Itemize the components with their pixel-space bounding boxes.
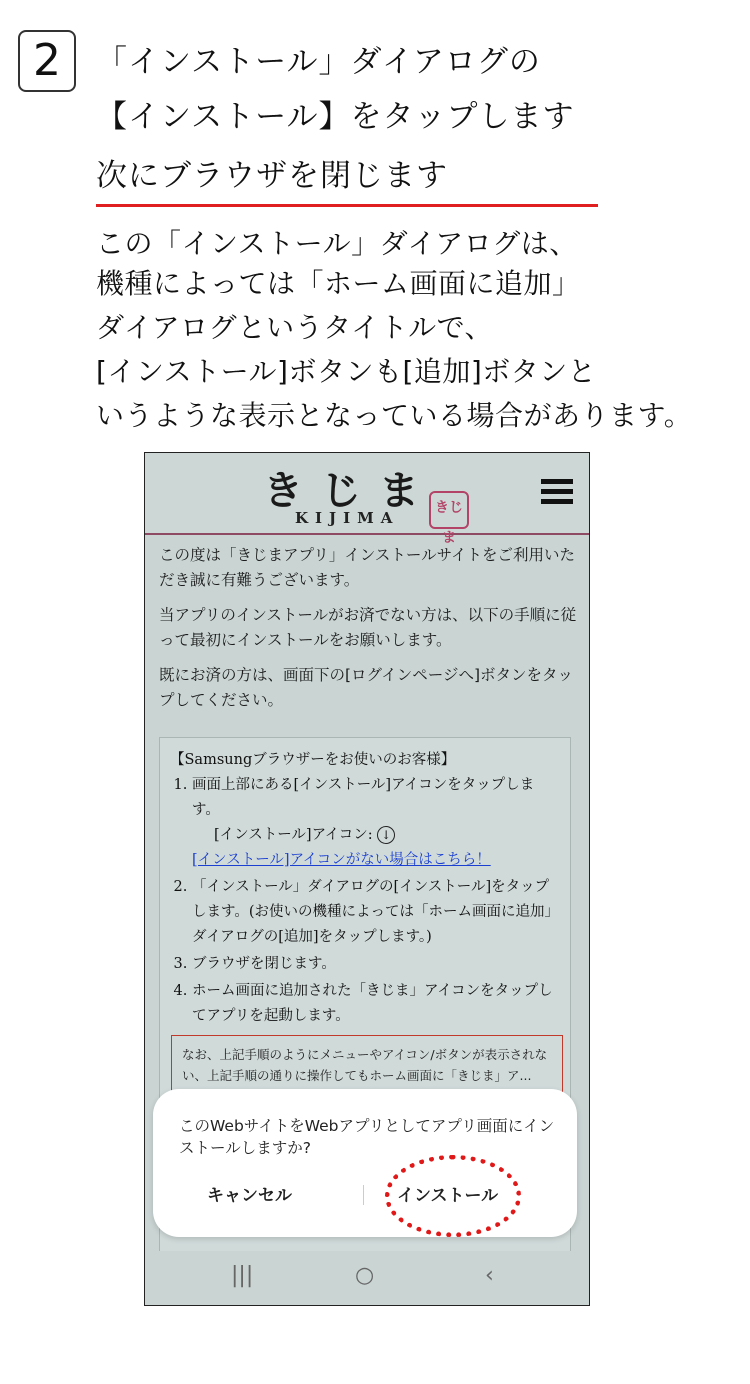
install-button[interactable]: インストール xyxy=(397,1186,499,1206)
cancel-button[interactable]: キャンセル xyxy=(207,1186,292,1206)
no-install-icon-link[interactable]: [インストール]アイコンがない場合はこちら！ xyxy=(192,852,491,868)
divider-rule xyxy=(96,204,598,207)
site-header xyxy=(145,453,589,546)
seal-stamp-icon: きじま xyxy=(429,491,469,529)
recent-apps-icon[interactable]: ||| xyxy=(231,1263,254,1288)
warning-box: なお、上記手順のようにメニューやアイコン/ボタンが表示されない、上記手順の通りに操作してもホーム画面に「きじま」ア... xyxy=(171,1035,563,1155)
list-item: 2. 「インストール」ダイアログの[インストール]をタップします。(お使いの機種によっては「ホーム画面に追加」ダイアログの[追加]をタップします。) xyxy=(192,875,560,950)
install-icon-label: [インストール]アイコン: xyxy=(214,827,373,843)
note-line-5: いうような表示となっている場合があります。 xyxy=(96,399,693,432)
note-line-4: [インストール]ボタンも[追加]ボタンと xyxy=(96,355,597,388)
note-line-1: この「インストール」ダイアログは、 xyxy=(96,227,578,260)
step-number-badge: 2 xyxy=(18,30,76,92)
instruction-line-1: 「インストール」ダイアログの xyxy=(96,44,541,80)
hamburger-menu-icon[interactable] xyxy=(541,479,573,505)
dialog-button-divider xyxy=(363,1185,364,1205)
note-line-3: ダイアログというタイトルで、 xyxy=(96,311,494,344)
android-nav-bar xyxy=(145,1251,589,1306)
list-item: 1. 画面上部にある[インストール]アイコンをタップします。 [インストール]アイコン: ↓ [インストール]アイコンがない場合はこちら！ xyxy=(192,773,560,873)
site-logo-subtitle: KIJIMA xyxy=(295,509,400,527)
intro-paragraph-3: 既にお済の方は、画面下の[ログインページへ]ボタンをタップしてください。 xyxy=(159,666,574,709)
dialog-message: このWebサイトをWebアプリとしてアプリ画面にインストールしますか? xyxy=(179,1117,555,1157)
instruction-line-2: 【インストール】をタップします xyxy=(96,99,575,135)
instruction-steps-list xyxy=(170,773,560,1029)
list-item: 3. ブラウザを閉じます。 xyxy=(192,952,560,977)
site-content xyxy=(159,543,577,723)
install-dialog xyxy=(153,1089,577,1237)
phone-screen xyxy=(144,452,590,1306)
home-icon[interactable]: ○ xyxy=(355,1263,375,1288)
back-icon[interactable]: ‹ xyxy=(485,1263,494,1288)
download-icon: ↓ xyxy=(377,826,395,844)
install-icon-row xyxy=(192,823,560,848)
intro-paragraph-2: 当アプリのインストールがお済でない方は、以下の手順に従って最初にインストールをお願いします。 xyxy=(159,606,577,649)
note-line-2: 機種によっては「ホーム画面に追加」 xyxy=(96,267,581,300)
intro-paragraph-1: この度は「きじまアプリ」インストールサイトをご利用いただき誠に有難うございます。 xyxy=(159,546,576,589)
panel-title: 【Samsungブラウザーをお使いのお客様】 xyxy=(170,752,456,768)
highlight-circle xyxy=(385,1155,521,1237)
list-item: 4. ホーム画面に追加された「きじま」アイコンをタップしてアプリを起動します。 xyxy=(192,979,560,1029)
site-logo[interactable]: きじま xyxy=(263,467,437,514)
instruction-line-3: 次にブラウザを閉じます xyxy=(96,158,448,194)
